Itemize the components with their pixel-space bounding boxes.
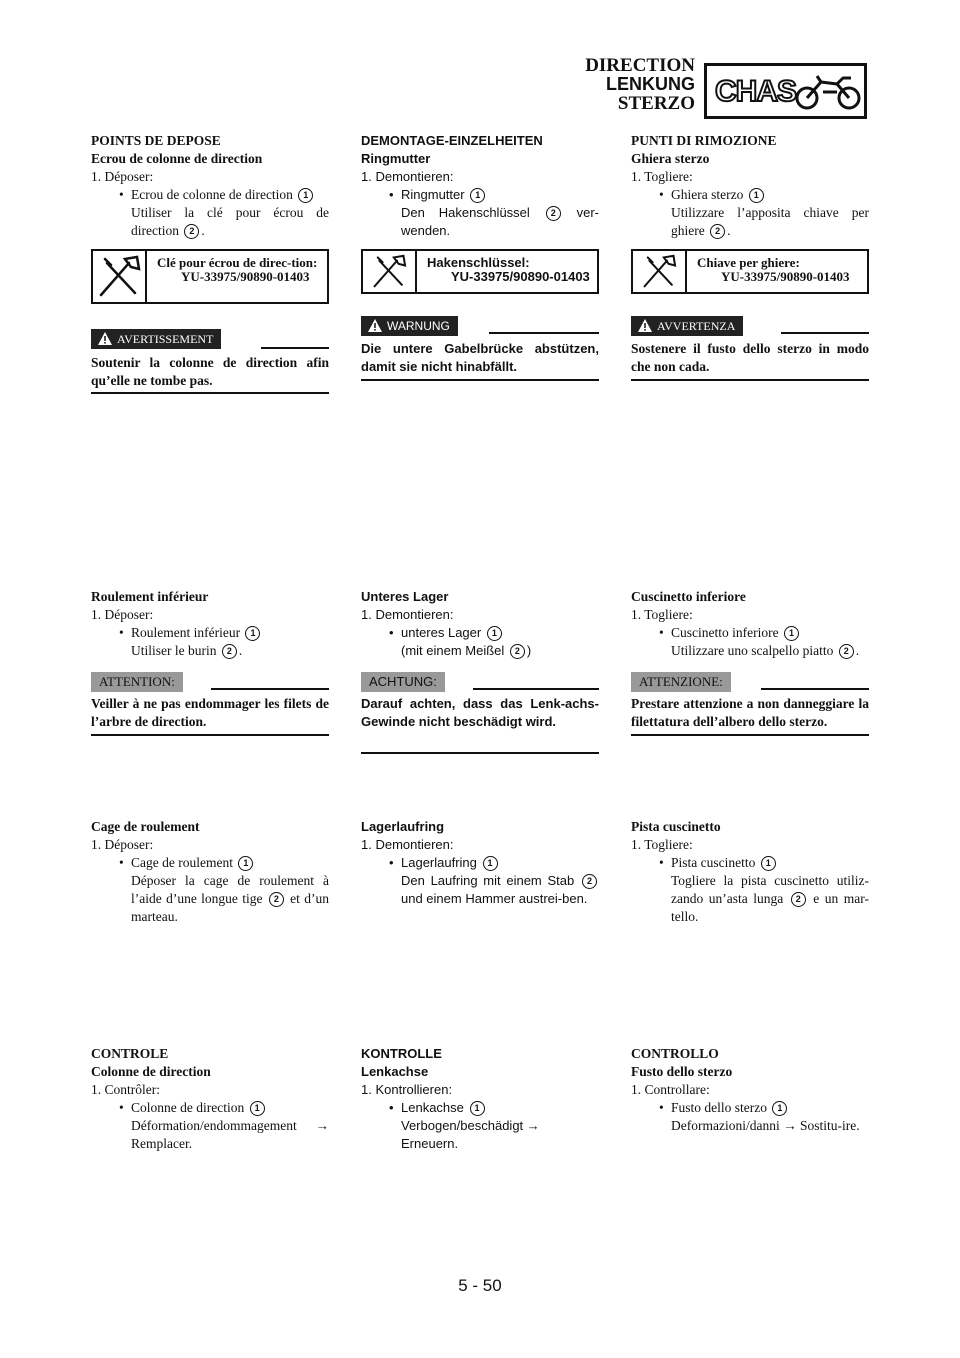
fr-caution-label: ATTENTION: [91, 672, 183, 692]
callout-2: 2 [184, 224, 199, 239]
de-race-note-b: und einem Hammer austrei-ben. [401, 891, 588, 906]
callout-1: 1 [238, 856, 253, 871]
fr-race-note-b: et d’un marteau. [131, 891, 329, 924]
rule [211, 688, 329, 690]
it-removal-sub: Ghiera sterzo [631, 151, 710, 166]
de-removal-heading: DEMONTAGE-EINZELHEITEN [361, 133, 543, 148]
chas-section-box [704, 63, 867, 119]
fr-check-block [91, 1045, 329, 1153]
de-removal-block [361, 132, 599, 240]
it-check-block [631, 1045, 869, 1135]
rule [781, 332, 869, 334]
it-check-heading: CONTROLLO [631, 1046, 719, 1061]
bullet: • [119, 625, 124, 640]
page-number: 5 - 50 [458, 1276, 502, 1295]
it-race-block [631, 818, 869, 926]
callout-2: 2 [791, 892, 806, 907]
rule [631, 379, 869, 381]
callout-1: 1 [749, 188, 764, 203]
it-caution-label: ATTENZIONE: [631, 672, 731, 692]
fr-check-heading: CONTROLE [91, 1046, 169, 1061]
wrench-screwdriver-icon [93, 251, 147, 302]
it-bearing-note: Utilizzare uno scalpello piatto [671, 643, 834, 658]
fr-bearing-heading: Roulement inférieur [91, 589, 209, 604]
de-race-bullet: Lagerlaufring [401, 855, 477, 870]
de-bearing-step: 1. Demontieren: [361, 607, 454, 622]
callout-1: 1 [761, 856, 776, 871]
bullet: • [389, 1100, 394, 1115]
rule [761, 688, 869, 690]
de-race-note-a: Den Laufring mit einem Stab [401, 873, 575, 888]
wrench-screwdriver-icon [363, 251, 417, 292]
fr-removal-bullet: Ecrou de colonne de direction [131, 187, 293, 202]
it-check-step: 1. Controllare: [631, 1082, 710, 1097]
warning-triangle-icon [638, 319, 652, 332]
callout-1: 1 [470, 1101, 485, 1116]
fr-check-note: Déformation/endommagement → Remplacer. [131, 1118, 329, 1151]
it-tool-code: YU-33975/90890-01403 [721, 269, 850, 284]
fr-check-sub: Colonne de direction [91, 1064, 211, 1079]
de-removal-note-a: Den Hakenschlüssel [401, 205, 530, 220]
it-warning-text: Sostenere il fusto dello sterzo in modo che non cada. [631, 341, 869, 374]
fr-race-step: 1. Déposer: [91, 837, 154, 852]
it-removal-note: Utilizzare l’apposita chiave per ghiere [671, 205, 869, 238]
callout-2: 2 [839, 644, 854, 659]
it-check-note: Deformazioni/danni → Sostitu-ire. [671, 1118, 860, 1133]
it-caution-text: Prestare attenzione a non danneggiare la filettatura dell’albero dello sterzo. [631, 696, 869, 729]
it-bearing-step: 1. Togliere: [631, 607, 693, 622]
bullet: • [659, 855, 664, 870]
de-warning-label [361, 316, 458, 336]
it-removal-block: PUNTI DI RIMOZIONE Ghiera sterzo 1. Togliere: • Ghiera sterzo 1 Utilizzare l’apposita chiave per ghiere 2 . [631, 133, 869, 238]
fr-race-note-a: Déposer la cage de roulement à l’aide d’une longue tige [131, 873, 329, 906]
fr-removal-heading: POINTS DE DEPOSE [91, 133, 221, 148]
fr-race-block [91, 818, 329, 926]
callout-2: 2 [222, 644, 237, 659]
de-check-bullet: Lenkachse [401, 1100, 464, 1115]
title-french: DIRECTION [585, 55, 695, 76]
it-race-step: 1. Togliere: [631, 837, 693, 852]
rule [631, 734, 869, 736]
it-check-sub: Fusto dello sterzo [631, 1064, 733, 1079]
callout-2: 2 [710, 224, 725, 239]
it-bearing-heading: Cuscinetto inferiore [631, 589, 746, 604]
fr-removal-sub: Ecrou de colonne de direction [91, 151, 263, 166]
de-tool-name: Hakenschlüssel: [427, 255, 530, 270]
de-warning-label-text: WARNUNG [387, 319, 450, 333]
callout-1: 1 [470, 188, 485, 203]
rule [91, 392, 329, 394]
de-check-sub: Lenkachse [361, 1064, 429, 1079]
warning-triangle-icon [368, 319, 382, 332]
fr-removal-step: 1. Déposer: [91, 169, 154, 184]
fr-removal-note: Utiliser la clé pour écrou de direction [131, 205, 329, 238]
callout-1: 1 [245, 626, 260, 641]
de-removal-note-b: ver-wenden. [401, 205, 599, 238]
it-race-bullet: Pista cuscinetto [671, 855, 756, 870]
it-removal-bullet: Ghiera sterzo [671, 187, 744, 202]
it-removal-heading: PUNTI DI RIMOZIONE [631, 133, 777, 148]
fr-tool-code: YU-33975/90890-01403 [181, 269, 310, 284]
section-titles [585, 56, 695, 113]
callout-1: 1 [487, 626, 502, 641]
it-race-heading: Pista cuscinetto [631, 819, 721, 834]
it-bearing-block: Cuscinetto inferiore 1. Togliere: • Cuscinetto inferiore 1 Utilizzare uno scalpello piatto 2 . [631, 588, 869, 660]
motorcycle-icon [793, 72, 863, 112]
de-tool-code: YU-33975/90890-01403 [451, 269, 590, 284]
de-check-heading: KONTROLLE [361, 1046, 442, 1061]
callout-2: 2 [269, 892, 284, 907]
fr-warning-label-text: AVERTISSEMENT [117, 332, 214, 346]
fr-check-step: 1. Contrôler: [91, 1082, 160, 1097]
bullet: • [119, 855, 124, 870]
chas-label: CHAS [715, 75, 797, 108]
warning-triangle-icon [98, 332, 112, 345]
de-race-heading: Lagerlaufring [361, 819, 445, 834]
rule [91, 734, 329, 736]
it-check-bullet: Fusto dello sterzo [671, 1100, 767, 1115]
title-german: LENKUNG [606, 74, 695, 94]
callout-1: 1 [250, 1101, 265, 1116]
de-race-step: 1. Demontieren: [361, 837, 454, 852]
rule [473, 688, 599, 690]
de-check-block [361, 1045, 599, 1153]
de-check-step: 1. Kontrollieren: [361, 1082, 453, 1097]
it-race-note-a: Togliere la pista cuscinetto utiliz-zando un’asta lunga [671, 873, 869, 906]
it-warning-label [631, 316, 743, 336]
bullet: • [659, 187, 664, 202]
fr-bearing-bullet: Roulement inférieur [131, 625, 241, 640]
de-race-block [361, 818, 599, 908]
rule [261, 347, 329, 349]
de-bearing-bullet: unteres Lager [401, 625, 482, 640]
it-race-note-b: e un mar-tello. [671, 891, 869, 924]
de-bearing-note: (mit einem Meißel [401, 643, 505, 658]
it-bearing-bullet: Cuscinetto inferiore [671, 625, 779, 640]
bullet: • [119, 187, 124, 202]
fr-check-bullet: Colonne de direction [131, 1100, 245, 1115]
fr-bearing-step: 1. Déposer: [91, 607, 154, 622]
bullet: • [389, 187, 394, 202]
fr-tool-name: Clé pour écrou de direc-tion: [157, 255, 318, 270]
title-italian: STERZO [617, 93, 695, 114]
rule [361, 379, 599, 381]
de-tool-box [361, 249, 599, 294]
it-tool-box [631, 249, 869, 294]
fr-bearing-block: Roulement inférieur 1. Déposer: • Roulement inférieur 1 Utiliser le burin 2 . [91, 588, 329, 660]
rule [361, 752, 599, 754]
de-check-note: Verbogen/beschädigt → Erneuern. [401, 1118, 540, 1151]
bullet: • [659, 1100, 664, 1115]
bullet: • [119, 1100, 124, 1115]
callout-1: 1 [483, 856, 498, 871]
callout-1: 1 [772, 1101, 787, 1116]
fr-removal-block: POINTS DE DEPOSE Ecrou de colonne de direction 1. Déposer: • Ecrou de colonne de direction 1 Utiliser la clé pour écrou de direction 2 . [91, 133, 329, 238]
de-removal-sub: Ringmutter [361, 151, 431, 166]
fr-tool-box [91, 249, 329, 304]
bullet: • [389, 625, 394, 640]
de-caution-label: ACHTUNG: [361, 672, 445, 692]
de-caution-text: Darauf achten, dass das Lenk-achs-Gewinde nicht beschädigt wird. [361, 696, 599, 729]
fr-warning-label [91, 329, 221, 349]
callout-2: 2 [582, 874, 597, 889]
fr-warning-text: Soutenir la colonne de direction afin qu’elle ne tombe pas. [91, 355, 329, 388]
callout-1: 1 [784, 626, 799, 641]
de-removal-bullet: Ringmutter [401, 187, 465, 202]
it-warning-label-text: AVVERTENZA [657, 319, 736, 333]
de-removal-step: 1. Demontieren: [361, 169, 454, 184]
rule [489, 332, 599, 334]
it-tool-name: Chiave per ghiere: [697, 255, 800, 270]
de-warning-text: Die untere Gabelbrücke abstützen, damit sie nicht hinabfällt. [361, 341, 599, 374]
wrench-screwdriver-icon [633, 251, 687, 292]
callout-2: 2 [510, 644, 525, 659]
callout-2: 2 [546, 206, 561, 221]
fr-caution-text: Veiller à ne pas endommager les filets de l’arbre de direction. [91, 696, 329, 729]
fr-race-bullet: Cage de roulement [131, 855, 233, 870]
bullet: • [389, 855, 394, 870]
de-bearing-block: Unteres Lager 1. Demontieren: • unteres Lager 1 (mit einem Meißel 2 ) [361, 588, 599, 660]
it-removal-step: 1. Togliere: [631, 169, 693, 184]
fr-race-heading: Cage de roulement [91, 819, 200, 834]
callout-1: 1 [298, 188, 313, 203]
bullet: • [659, 625, 664, 640]
de-bearing-heading: Unteres Lager [361, 589, 449, 604]
fr-bearing-note: Utiliser le burin [131, 643, 217, 658]
